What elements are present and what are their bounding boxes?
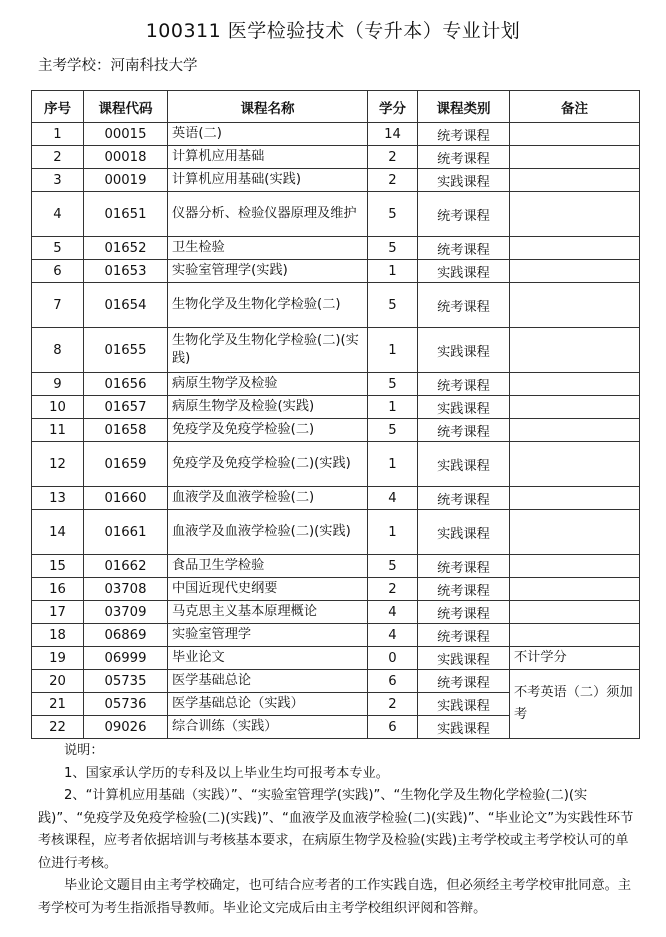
cell-no: 5	[32, 237, 84, 260]
table-header-row	[32, 91, 640, 123]
cell-credit: 5	[368, 192, 418, 237]
cell-type: 统考课程	[418, 601, 510, 624]
page-title: 100311 医学检验技术（专升本）专业计划	[145, 20, 521, 42]
cell-credit: 2	[368, 693, 418, 716]
cell-type: 实践课程	[418, 328, 510, 373]
cell-code: 06869	[84, 624, 168, 647]
table-row	[32, 419, 640, 442]
cell-name: 毕业论文	[168, 647, 368, 670]
cell-name: 仪器分析、检验仪器原理及维护	[168, 192, 368, 237]
note-item-3: 毕业论文题目由主考学校确定，也可结合应考者的工作实践自选，但必须经主考学校审批同意。主考学校可为考生指派指导教师。毕业论文完成后由主考学校组织评阅和答辩。	[38, 878, 632, 916]
cell-type: 实践课程	[418, 442, 510, 487]
cell-code: 00018	[84, 146, 168, 169]
table-row	[32, 396, 640, 419]
table-row	[32, 670, 640, 693]
cell-name: 病原生物学及检验(实践)	[168, 396, 368, 419]
cell-code: 03708	[84, 578, 168, 601]
table-row	[32, 578, 640, 601]
cell-type: 统考课程	[418, 487, 510, 510]
cell-type: 实践课程	[418, 716, 510, 739]
cell-code: 01652	[84, 237, 168, 260]
table-row	[32, 373, 640, 396]
cell-code: 01656	[84, 373, 168, 396]
cell-type: 统考课程	[418, 283, 510, 328]
cell-name: 中国近现代史纲要	[168, 578, 368, 601]
cell-note	[510, 442, 640, 487]
exam-school: 主考学校：河南科技大学	[38, 58, 198, 74]
cell-no: 1	[32, 123, 84, 146]
cell-credit: 1	[368, 442, 418, 487]
cell-name: 血液学及血液学检验(二)	[168, 487, 368, 510]
cell-no: 20	[32, 670, 84, 693]
cell-type: 统考课程	[418, 123, 510, 146]
cell-code: 09026	[84, 716, 168, 739]
cell-name: 医学基础总论	[168, 670, 368, 693]
cell-credit: 5	[368, 237, 418, 260]
header-name: 课程名称	[168, 91, 368, 123]
cell-note	[510, 283, 640, 328]
cell-code: 01660	[84, 487, 168, 510]
cell-credit: 6	[368, 716, 418, 739]
cell-note	[510, 373, 640, 396]
notes-heading: 说明：	[64, 743, 104, 758]
cell-note	[510, 578, 640, 601]
cell-type: 实践课程	[418, 169, 510, 192]
cell-no: 7	[32, 283, 84, 328]
cell-note	[510, 555, 640, 578]
cell-type: 实践课程	[418, 510, 510, 555]
cell-no: 14	[32, 510, 84, 555]
cell-credit: 1	[368, 396, 418, 419]
note-item-2: 2、“计算机应用基础（实践）”、“实验室管理学(实践)”、“生物化学及生物化学检验(二)(实践)”、“免疫学及免疫学检验(二)(实践)”、“血液学及血液学检验(二)(实践)”、“毕业论文”为实践性环节考核课程，应考者依据培训与考核基本要求，在病原生物学及检验(实践)主考学校或主考学校认可的单位进行考核。	[38, 788, 634, 871]
cell-credit: 1	[368, 328, 418, 373]
cell-type: 统考课程	[418, 624, 510, 647]
table-row	[32, 487, 640, 510]
cell-note	[510, 237, 640, 260]
cell-name: 卫生检验	[168, 237, 368, 260]
table-row	[32, 192, 640, 237]
table-row	[32, 123, 640, 146]
cell-credit: 1	[368, 510, 418, 555]
cell-no: 4	[32, 192, 84, 237]
cell-code: 06999	[84, 647, 168, 670]
cell-type: 统考课程	[418, 555, 510, 578]
cell-name: 马克思主义基本原理概论	[168, 601, 368, 624]
header-credit: 学分	[368, 91, 418, 123]
cell-name: 综合训练（实践）	[168, 716, 368, 739]
cell-no: 22	[32, 716, 84, 739]
cell-code: 01654	[84, 283, 168, 328]
cell-type: 统考课程	[418, 578, 510, 601]
cell-note	[510, 169, 640, 192]
cell-credit: 4	[368, 487, 418, 510]
cell-no: 6	[32, 260, 84, 283]
cell-credit: 14	[368, 123, 418, 146]
cell-name: 实验室管理学	[168, 624, 368, 647]
table-row	[32, 442, 640, 487]
cell-no: 2	[32, 146, 84, 169]
course-table	[31, 90, 640, 739]
cell-type: 统考课程	[418, 237, 510, 260]
cell-code: 01653	[84, 260, 168, 283]
cell-name: 生物化学及生物化学检验(二)(实践)	[168, 328, 368, 373]
cell-code: 05736	[84, 693, 168, 716]
cell-name: 计算机应用基础	[168, 146, 368, 169]
cell-name: 血液学及血液学检验(二)(实践)	[168, 510, 368, 555]
table-row	[32, 169, 640, 192]
cell-type: 统考课程	[418, 192, 510, 237]
cell-no: 10	[32, 396, 84, 419]
cell-note-merged: 不考英语（二）须加考	[510, 670, 640, 739]
table-row	[32, 555, 640, 578]
cell-code: 03709	[84, 601, 168, 624]
cell-name: 英语(二)	[168, 123, 368, 146]
cell-note	[510, 146, 640, 169]
cell-type: 实践课程	[418, 260, 510, 283]
cell-name: 生物化学及生物化学检验(二)	[168, 283, 368, 328]
cell-note	[510, 419, 640, 442]
table-row	[32, 647, 640, 670]
cell-code: 01659	[84, 442, 168, 487]
header-code: 课程代码	[84, 91, 168, 123]
table-row	[32, 624, 640, 647]
cell-code: 01651	[84, 192, 168, 237]
cell-no: 18	[32, 624, 84, 647]
cell-credit: 0	[368, 647, 418, 670]
cell-no: 12	[32, 442, 84, 487]
cell-no: 21	[32, 693, 84, 716]
table-row	[32, 328, 640, 373]
cell-type: 统考课程	[418, 419, 510, 442]
table-body	[32, 123, 640, 739]
cell-no: 8	[32, 328, 84, 373]
cell-credit: 5	[368, 373, 418, 396]
cell-no: 17	[32, 601, 84, 624]
note-item-1: 1、国家承认学历的专科及以上毕业生均可报考本专业。	[64, 765, 389, 781]
cell-name: 病原生物学及检验	[168, 373, 368, 396]
cell-no: 16	[32, 578, 84, 601]
header-type: 课程类别	[418, 91, 510, 123]
cell-note	[510, 624, 640, 647]
header-no: 序号	[32, 91, 84, 123]
table-row	[32, 601, 640, 624]
cell-note	[510, 601, 640, 624]
cell-type: 实践课程	[418, 396, 510, 419]
cell-code: 00019	[84, 169, 168, 192]
cell-code: 00015	[84, 123, 168, 146]
cell-credit: 2	[368, 169, 418, 192]
cell-no: 15	[32, 555, 84, 578]
cell-credit: 1	[368, 260, 418, 283]
cell-name: 医学基础总论（实践）	[168, 693, 368, 716]
cell-name: 免疫学及免疫学检验(二)(实践)	[168, 442, 368, 487]
cell-no: 9	[32, 373, 84, 396]
cell-note	[510, 396, 640, 419]
table-row	[32, 237, 640, 260]
cell-credit: 2	[368, 578, 418, 601]
cell-name: 食品卫生学检验	[168, 555, 368, 578]
cell-name: 计算机应用基础(实践)	[168, 169, 368, 192]
table-row	[32, 146, 640, 169]
cell-type: 统考课程	[418, 373, 510, 396]
cell-code: 01662	[84, 555, 168, 578]
header-note: 备注	[510, 91, 640, 123]
cell-type: 实践课程	[418, 693, 510, 716]
notes-section	[38, 740, 638, 920]
cell-note	[510, 328, 640, 373]
cell-type: 统考课程	[418, 146, 510, 169]
cell-credit: 5	[368, 283, 418, 328]
cell-no: 3	[32, 169, 84, 192]
cell-note	[510, 510, 640, 555]
cell-credit: 4	[368, 624, 418, 647]
cell-name: 免疫学及免疫学检验(二)	[168, 419, 368, 442]
cell-credit: 5	[368, 555, 418, 578]
cell-credit: 2	[368, 146, 418, 169]
cell-credit: 5	[368, 419, 418, 442]
cell-credit: 4	[368, 601, 418, 624]
cell-credit: 6	[368, 670, 418, 693]
cell-name: 实验室管理学(实践)	[168, 260, 368, 283]
table-row	[32, 510, 640, 555]
cell-code: 01655	[84, 328, 168, 373]
cell-no: 11	[32, 419, 84, 442]
cell-code: 05735	[84, 670, 168, 693]
cell-note	[510, 123, 640, 146]
cell-type: 实践课程	[418, 647, 510, 670]
cell-code: 01658	[84, 419, 168, 442]
cell-type: 统考课程	[418, 670, 510, 693]
table-row	[32, 283, 640, 328]
cell-no: 19	[32, 647, 84, 670]
table-row	[32, 260, 640, 283]
cell-note	[510, 487, 640, 510]
cell-note	[510, 192, 640, 237]
cell-note	[510, 260, 640, 283]
cell-no: 13	[32, 487, 84, 510]
cell-code: 01661	[84, 510, 168, 555]
cell-note: 不计学分	[510, 647, 640, 670]
cell-code: 01657	[84, 396, 168, 419]
